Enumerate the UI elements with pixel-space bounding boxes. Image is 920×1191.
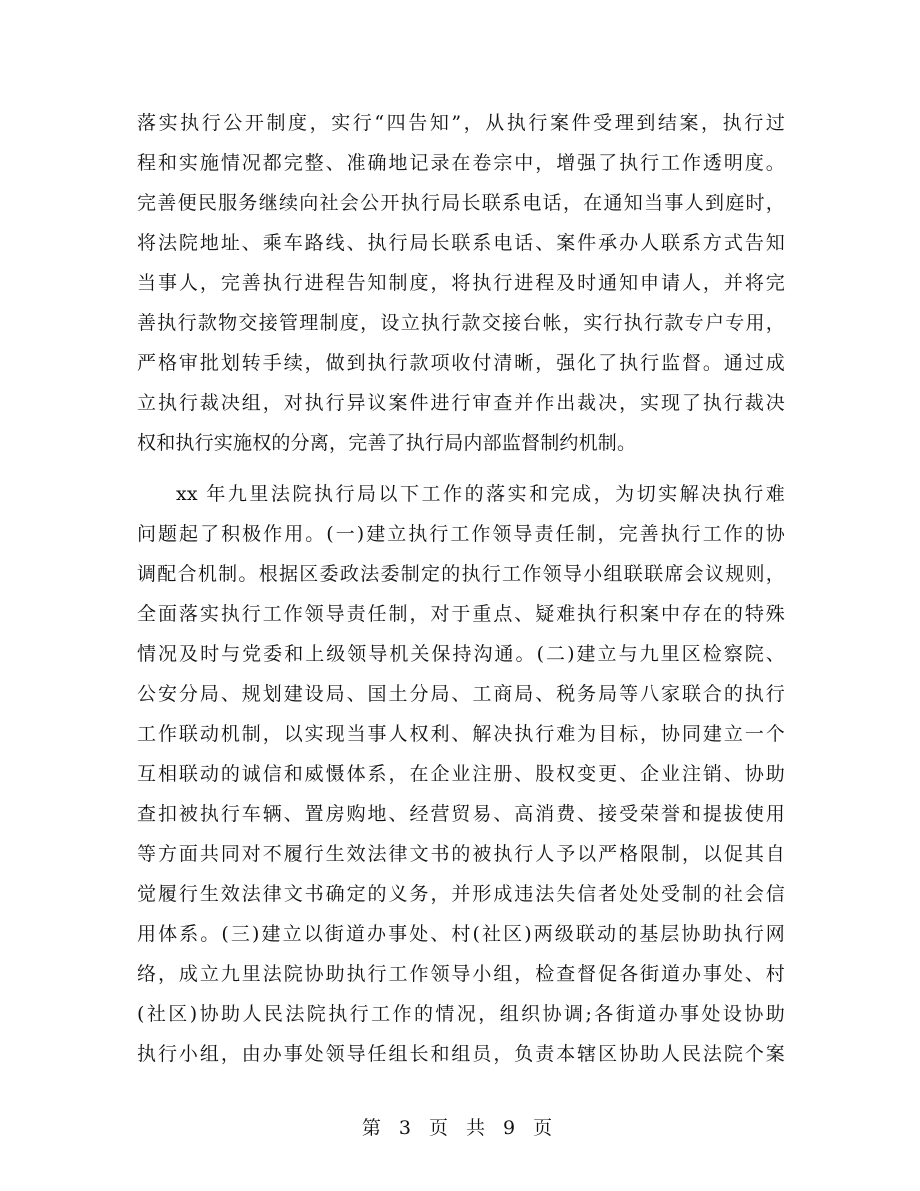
text-line: 落实执行公开制度，实行“四告知”，从执行案件受理到结案，执行过: [137, 112, 785, 134]
text-line: 情况及时与党委和上级领导机关保持沟通。(二)建立与九里区检察院、: [137, 643, 785, 665]
text-line: 用体系。(三)建立以街道办事处、村(社区)两级联动的基层协助执行网: [137, 923, 785, 945]
text-line: 当事人，完善执行进程告知制度，将执行进程及时通知申请人，并将完: [137, 272, 785, 294]
text-line: 觉履行生效法律文书确定的义务，并形成违法失信者处处受制的社会信: [137, 883, 785, 905]
text-line: 善执行款物交接管理制度，设立执行款交接台帐，实行执行款专户专用，: [137, 312, 785, 334]
text-line: 执行小组，由办事处领导任组长和组员，负责本辖区协助人民法院个案: [137, 1043, 785, 1065]
text-line: 将法院地址、乘车路线、执行局长联系电话、案件承办人联系方式告知: [137, 232, 785, 254]
text-line: 权和执行实施权的分离，完善了执行局内部监督制约机制。: [137, 432, 637, 454]
text-line: 查扣被执行车辆、置房购地、经营贸易、高消费、接受荣誉和提拔使用: [137, 803, 785, 825]
text-line: 完善便民服务继续向社会公开执行局长联系电话，在通知当事人到庭时，: [137, 192, 785, 214]
text-line: 公安分局、规划建设局、国土分局、工商局、税务局等八家联合的执行: [137, 683, 785, 705]
text-line: 调配合机制。根据区委政法委制定的执行工作领导小组联联席会议规则，: [137, 563, 785, 585]
text-line: 问题起了积极作用。(一)建立执行工作领导责任制，完善执行工作的协: [137, 523, 785, 545]
text-line: 立执行裁决组，对执行异议案件进行审查并作出裁决，实现了执行裁决: [137, 392, 785, 414]
text-line: (社区)协助人民法院执行工作的情况，组织协调;各街道办事处设协助: [137, 1003, 785, 1025]
page-number-footer: 第 3 页 共 9 页: [361, 1117, 559, 1139]
text-line: xx 年九里法院执行局以下工作的落实和完成，为切实解决执行难: [176, 483, 785, 505]
text-line: 等方面共同对不履行生效法律文书的被执行人予以严格限制，以促其自: [137, 843, 785, 865]
text-line: 程和实施情况都完整、准确地记录在卷宗中，增强了执行工作透明度。: [137, 152, 785, 174]
text-line: 严格审批划转手续，做到执行款项收付清晰，强化了执行监督。通过成: [137, 352, 785, 374]
text-line: 互相联动的诚信和威慑体系，在企业注册、股权变更、企业注销、协助: [137, 763, 785, 785]
text-line: 全面落实执行工作领导责任制，对于重点、疑难执行积案中存在的特殊: [137, 603, 785, 625]
text-line: 络，成立九里法院协助执行工作领导小组，检查督促各街道办事处、村: [137, 963, 785, 985]
text-line: 工作联动机制，以实现当事人权利、解决执行难为目标，协同建立一个: [137, 723, 785, 745]
